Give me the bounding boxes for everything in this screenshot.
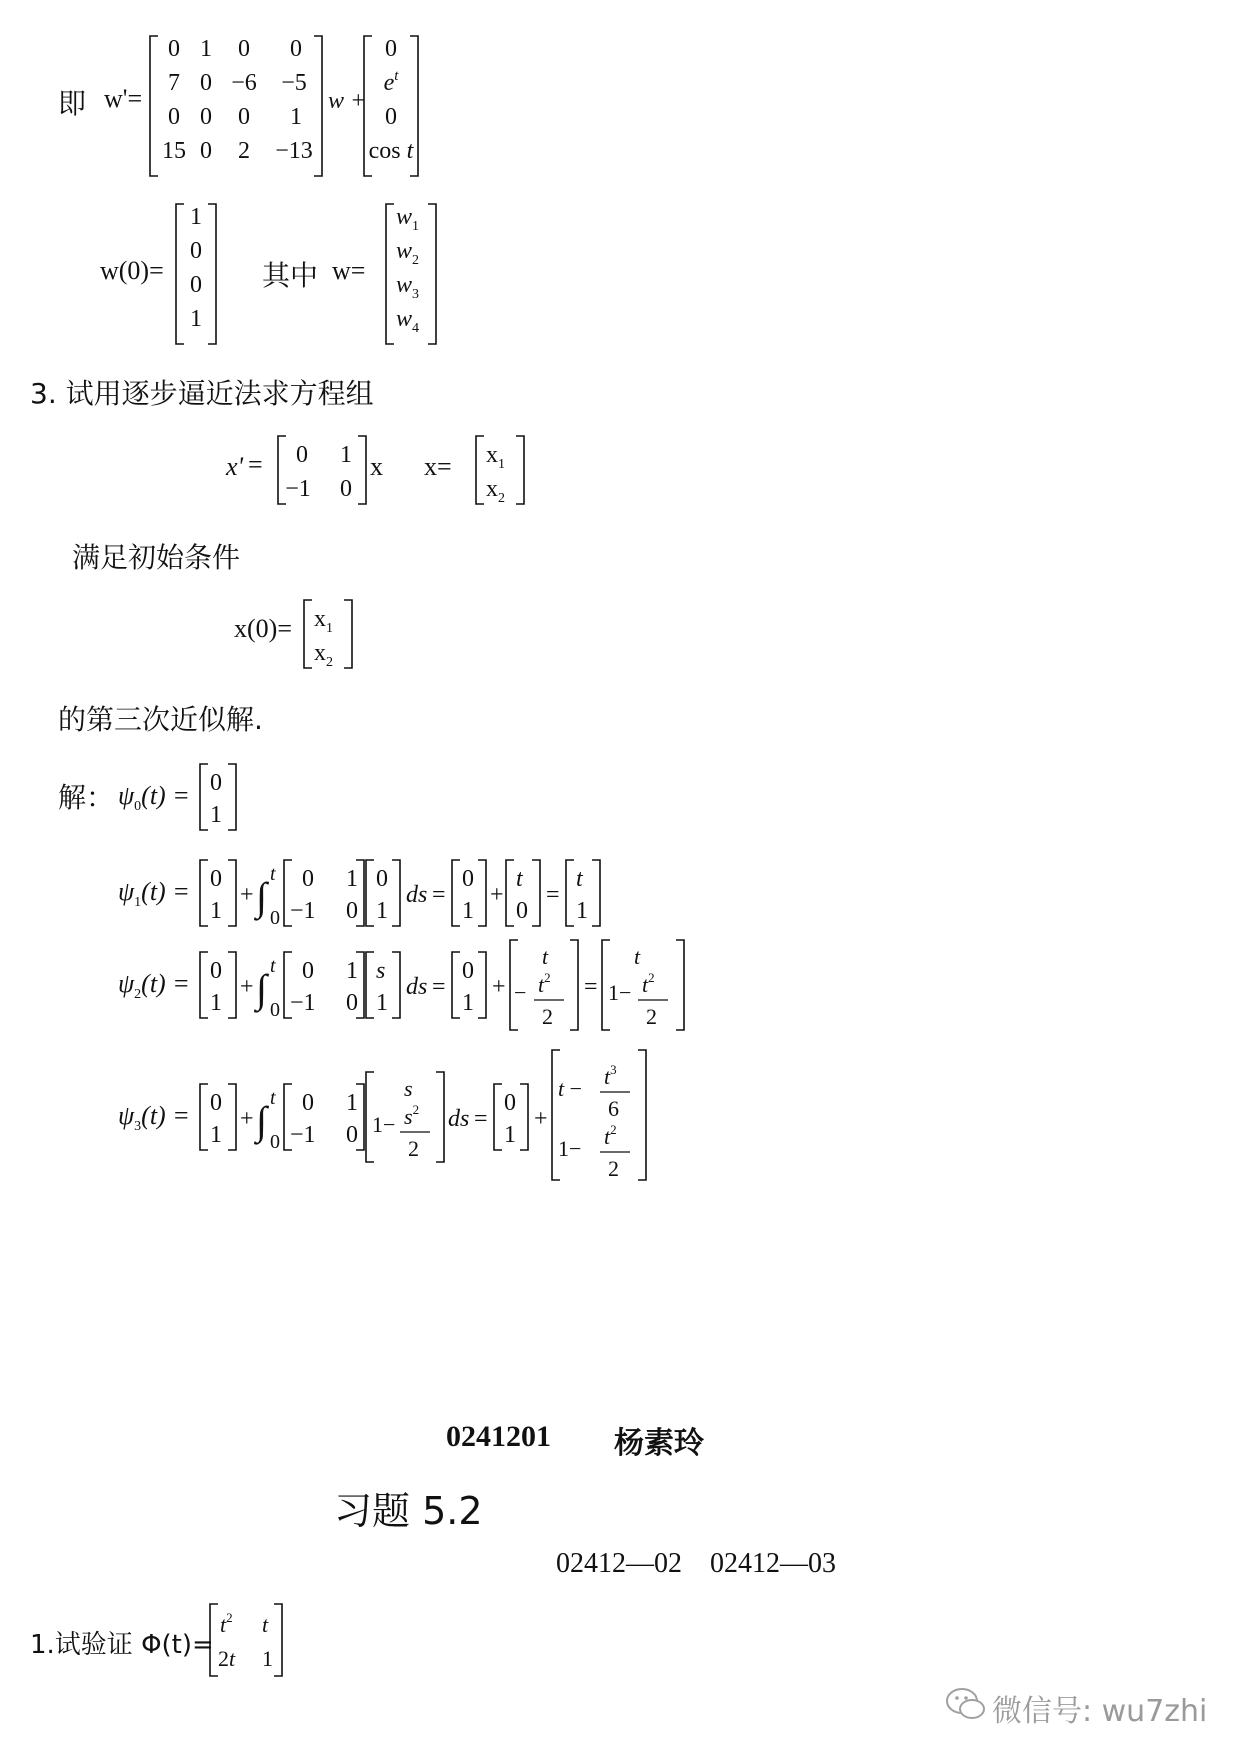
w-cell-1: $w_1$ <box>396 204 420 234</box>
svg-text:0: 0 <box>462 958 474 984</box>
svg-text:ds: ds <box>406 882 428 908</box>
vector-f-cell: 0 <box>385 104 397 130</box>
matrix-a-cell: −5 <box>281 70 307 96</box>
x-vector <box>472 432 528 508</box>
svg-text:t2: $t^2$ <box>604 1122 617 1149</box>
problem1-label: 1.试验证 Φ(t)= <box>30 1630 214 1660</box>
svg-text:0: 0 <box>376 866 388 892</box>
svg-text:0: 0 <box>346 1122 358 1148</box>
w-cell-4: $w_4$ <box>396 306 420 336</box>
x-cell-1: $x_1$ <box>486 442 505 472</box>
w0-cell: 1 <box>190 306 202 332</box>
psi3-equation <box>118 1046 678 1184</box>
svg-text:0: 0 <box>302 866 314 892</box>
svg-text:s: s <box>376 958 386 984</box>
svg-text:0: 0 <box>516 898 528 924</box>
svg-text:0: 0 <box>302 958 314 984</box>
svg-text:=: = <box>432 974 446 1000</box>
svg-text:t: t <box>270 1087 276 1109</box>
x-def-label: x= <box>424 452 452 481</box>
w0-cell: 0 <box>190 272 202 298</box>
matrix-a-cell: −13 <box>275 138 313 164</box>
svg-text:1−: 1− <box>558 1136 582 1161</box>
w-cell-3: $w_3$ <box>396 272 420 302</box>
matrix-a-cell: 15 <box>162 138 186 164</box>
condition-text: 满足初始条件 <box>72 541 241 574</box>
svg-text:t −: t − <box>558 1076 583 1101</box>
svg-text:s2: $s^2$ <box>404 1102 420 1129</box>
p3-matrix-cell: 1 <box>340 442 352 468</box>
p3-matrix-cell: 0 <box>296 442 308 468</box>
matrix-a-cell: 7 <box>168 70 180 96</box>
svg-text:1: 1 <box>504 1122 516 1148</box>
svg-text:ψ0(t) =: $\psi_0(t)$ = <box>118 781 190 814</box>
svg-text:0: 0 <box>270 999 280 1021</box>
vector-f-cell: 0 <box>385 36 397 62</box>
vector-f-cell-et: $e^t$ <box>383 68 399 96</box>
wechat-icon <box>944 1684 988 1724</box>
svg-text:∫: ∫ <box>256 966 267 1011</box>
svg-text:t3: $t^3$ <box>604 1062 617 1089</box>
svg-text:=: = <box>474 1106 488 1132</box>
w-cell-2: $w_2$ <box>396 238 420 268</box>
svg-text:2: 2 <box>542 1004 553 1029</box>
psi2-equation <box>118 936 698 1032</box>
svg-text:0: 0 <box>504 1090 516 1116</box>
svg-text:t: t <box>634 944 641 969</box>
w0-cell: 1 <box>190 204 202 230</box>
matrix-a-cell: 0 <box>290 36 302 62</box>
svg-text:t: t <box>542 944 549 969</box>
svg-text:1: 1 <box>346 958 358 984</box>
svg-text:ds: ds <box>448 1106 470 1132</box>
svg-text:1: 1 <box>376 990 388 1016</box>
svg-text:0: 0 <box>210 958 222 984</box>
svg-text:6: 6 <box>608 1096 619 1121</box>
svg-text:0: 0 <box>270 1131 280 1153</box>
svg-text:1: 1 <box>262 1646 273 1671</box>
watermark-text: 微信号: wu7zhi <box>992 1694 1208 1729</box>
solution-label: 解： <box>58 781 115 814</box>
x-cell-2: $x_2$ <box>486 476 505 506</box>
svg-text:=: = <box>546 882 560 908</box>
svg-text:+: + <box>240 974 254 1000</box>
svg-text:0: 0 <box>346 898 358 924</box>
x0-cell-1: $x_1$ <box>314 606 333 636</box>
svg-text:+: + <box>534 1106 548 1132</box>
matrix-a-cell: 0 <box>238 104 250 130</box>
svg-text:+: + <box>490 882 504 908</box>
problem3-statement: 3. 试用逐步逼近法求方程组 <box>30 377 374 410</box>
svg-text:t2: $t^2$ <box>642 970 655 997</box>
svg-text:+: + <box>240 882 254 908</box>
matrix-a-cell: 0 <box>168 36 180 62</box>
matrix-a-cell: 0 <box>200 104 212 130</box>
p3-matrix-cell: −1 <box>285 476 311 502</box>
svg-text:t: t <box>516 866 523 892</box>
svg-text:−: − <box>514 980 527 1005</box>
svg-text:1: 1 <box>462 990 474 1016</box>
svg-text:1: 1 <box>210 990 222 1016</box>
svg-text:t2: $t^2$ <box>220 1610 233 1637</box>
svg-text:t: t <box>262 1612 269 1637</box>
svg-text:1: 1 <box>346 1090 358 1116</box>
svg-text:2: 2 <box>408 1136 419 1161</box>
lead-text: 即 <box>58 87 87 120</box>
author-name: 杨素玲 <box>614 1426 704 1461</box>
svg-text:2: 2 <box>646 1004 657 1029</box>
w-label: w= <box>332 256 366 285</box>
w0-vector <box>172 198 222 348</box>
svg-text:ψ2(t) =: $\psi_2(t)$ = <box>118 969 190 1002</box>
svg-text:t: t <box>270 863 276 885</box>
matrix-a-cell: 0 <box>200 70 212 96</box>
svg-text:−1: −1 <box>290 990 316 1016</box>
svg-text:=: = <box>584 974 598 1000</box>
svg-text:ψ1(t) =: $\psi_1(t)$ = <box>118 877 190 910</box>
svg-text:s: s <box>404 1076 413 1101</box>
svg-text:0: 0 <box>210 1090 222 1116</box>
eq-lhs: x' <box>226 452 244 481</box>
w-vector <box>382 198 442 348</box>
section-codes: 02412—02 02412—03 <box>556 1548 836 1579</box>
matrix-a-cell: 1 <box>200 36 212 62</box>
w0-cell: 0 <box>190 238 202 264</box>
svg-text:∫: ∫ <box>256 874 267 919</box>
equals-sign: = <box>248 450 263 479</box>
svg-text:1: 1 <box>346 866 358 892</box>
svg-text:0: 0 <box>270 907 280 929</box>
x0-cell-2: $x_2$ <box>314 640 333 670</box>
svg-text:t: t <box>270 955 276 977</box>
svg-text:1−: 1− <box>372 1112 396 1137</box>
svg-text:0: 0 <box>302 1090 314 1116</box>
matrix-a-cell: 1 <box>290 104 302 130</box>
svg-text:+: + <box>492 974 506 1000</box>
svg-text:t: t <box>576 866 583 892</box>
svg-text:1−: 1− <box>608 980 632 1005</box>
svg-text:2: 2 <box>608 1156 619 1181</box>
svg-text:1: 1 <box>210 802 222 828</box>
svg-text:t2: $t^2$ <box>538 970 551 997</box>
x-label: x <box>370 452 383 481</box>
w-plus: w + <box>328 88 367 114</box>
x0-label: x(0)= <box>234 614 292 643</box>
matrix-a-cell: 0 <box>238 36 250 62</box>
vector-f-cell-cos: cos t <box>368 138 414 164</box>
section-title: 习题 5.2 <box>334 1489 483 1533</box>
svg-text:ds: ds <box>406 974 428 1000</box>
problem3-matrix <box>274 432 370 508</box>
svg-text:+: + <box>240 1106 254 1132</box>
svg-text:∫: ∫ <box>256 1098 267 1143</box>
author-id: 0241201 <box>446 1420 551 1453</box>
p3-matrix-cell: 0 <box>340 476 352 502</box>
phi-matrix <box>206 1600 286 1680</box>
svg-text:1: 1 <box>462 898 474 924</box>
wprime-label: w'= <box>104 84 143 113</box>
svg-text:ψ3(t) =: $\psi_3(t)$ = <box>118 1101 190 1134</box>
psi1-equation <box>118 856 618 930</box>
matrix-a-cell: 2 <box>238 138 250 164</box>
svg-text:0: 0 <box>210 770 222 796</box>
matrix-a-cell: −6 <box>231 70 257 96</box>
matrix-system-equation <box>144 30 484 180</box>
svg-text:1: 1 <box>576 898 588 924</box>
svg-text:0: 0 <box>346 990 358 1016</box>
svg-text:0: 0 <box>462 866 474 892</box>
svg-text:−1: −1 <box>290 898 316 924</box>
svg-text:=: = <box>432 882 446 908</box>
x0-vector <box>300 596 356 672</box>
svg-text:0: 0 <box>210 866 222 892</box>
matrix-a-cell: 0 <box>200 138 212 164</box>
svg-text:1: 1 <box>210 898 222 924</box>
psi0-equation <box>118 760 248 834</box>
w0-label: w(0)= <box>100 256 164 285</box>
where-text: 其中 <box>262 259 319 292</box>
svg-text:−1: −1 <box>290 1122 316 1148</box>
svg-text:2t: 2t <box>218 1646 236 1671</box>
ask-text: 的第三次近似解. <box>58 703 263 736</box>
matrix-a-cell: 0 <box>168 104 180 130</box>
svg-text:1: 1 <box>210 1122 222 1148</box>
svg-text:1: 1 <box>376 898 388 924</box>
